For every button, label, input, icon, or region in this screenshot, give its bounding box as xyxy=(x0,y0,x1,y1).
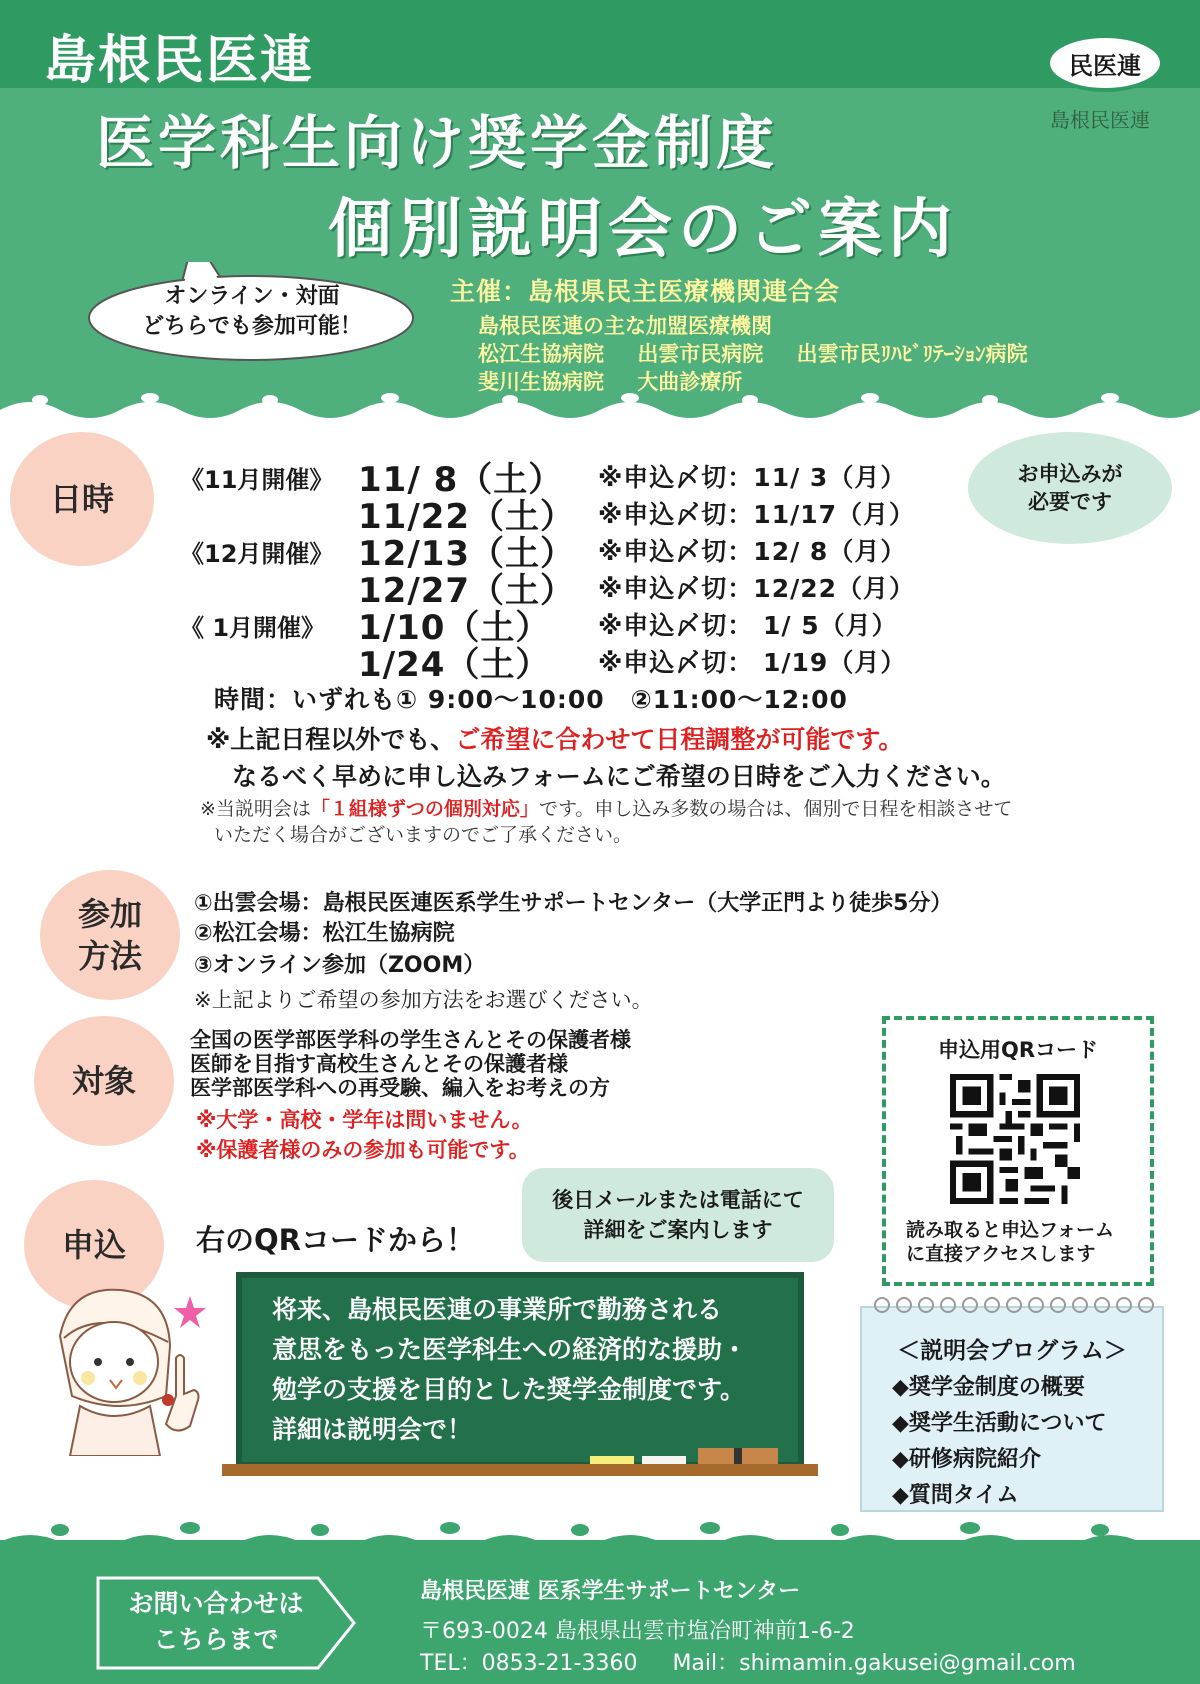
bubble-line1: オンライン・対面 xyxy=(164,284,340,309)
chalkboard-line: 詳細は説明会で！ xyxy=(272,1415,473,1444)
target-note: ※保護者様のみの参加も可能です。 xyxy=(196,1138,530,1162)
schedule-month: 《12月開催》 xyxy=(180,540,334,568)
section-label-schedule xyxy=(10,432,154,566)
email-address[interactable]: Mail：shimamin.gakusei@gmail.com xyxy=(672,1651,1076,1676)
program-item: ◆奨学生活動について xyxy=(892,1411,1107,1436)
schedule-deadline: ※申込〆切： 1/19（月） xyxy=(598,648,907,677)
apply-required-badge xyxy=(968,432,1172,544)
schedule-date: 12/13（土） xyxy=(358,534,576,574)
contact-label-line1: お問い合わせは xyxy=(128,1589,304,1618)
target-item: 全国の医学部医学科の学生さんとその保護者様 xyxy=(190,1028,631,1052)
schedule-date: 11/ 8（土） xyxy=(358,460,564,500)
main-title-line2: 個別説明会のご案内 xyxy=(328,193,958,267)
target-note: ※大学・高校・学年は問いません。 xyxy=(196,1108,533,1132)
contact-label-line2: こちらまで xyxy=(153,1625,279,1654)
section-label-text: 日時 xyxy=(49,480,114,518)
target-item: 医学部医学科への再受験、編入をお考えの方 xyxy=(190,1076,610,1100)
qr-caption xyxy=(906,1218,1146,1266)
method-item: ②松江会場：松江生協病院 xyxy=(194,921,455,946)
schedule-deadline: ※申込〆切： 1/ 5（月） xyxy=(598,611,898,640)
member-item: 出雲市民病院 xyxy=(637,342,764,366)
chalkboard-line: 将来、島根民医連の事業所で勤務される xyxy=(272,1295,723,1324)
section-label-target xyxy=(34,1016,174,1146)
follow-up-line1: 後日メールまたは電話にて xyxy=(552,1188,804,1212)
apply-required-line2: 必要です xyxy=(1028,490,1112,514)
support-center-name: 島根民医連 医系学生サポートセンター xyxy=(420,1579,801,1604)
apply-instruction: 右のQRコードから！ xyxy=(196,1223,475,1257)
note-rest: です。申し込み多数の場合は、個別で日程を相談させて xyxy=(538,798,1013,820)
method-item: ①出雲会場：島根民医連医系学生サポートセンター（大学正門より徒歩5分） xyxy=(194,891,953,916)
program-item: ◆奨学金制度の概要 xyxy=(892,1375,1085,1400)
logo-subtitle: 島根民医連 xyxy=(1050,108,1150,132)
main-title-line1: 医学科生向け奨学金制度 xyxy=(96,109,779,177)
qr-caption-line1: 読み取ると申込フォーム xyxy=(906,1219,1115,1241)
member-item: 出雲市民ﾘﾊﾋﾞﾘﾃｰｼｮﾝ病院 xyxy=(796,342,1028,366)
chalk-white-icon xyxy=(642,1456,686,1464)
follow-up-text xyxy=(552,1185,804,1245)
members-heading: 島根民医連の主な加盟医療機関 xyxy=(478,314,772,338)
session-time: 時間：いずれも① 9:00～10:00 ②11:00～12:00 xyxy=(214,685,848,714)
qr-caption-line2: に直接アクセスします xyxy=(906,1243,1096,1265)
note-highlight: 「１組様ずつの個別対応」 xyxy=(310,798,539,820)
schedule-date: 12/27（土） xyxy=(358,571,576,611)
schedule-date: 1/24（土） xyxy=(358,645,551,685)
follow-up-line2: 詳細をご案内します xyxy=(583,1218,773,1242)
chalkboard-ledge xyxy=(222,1464,818,1476)
org-title: 島根民医連 xyxy=(44,31,315,91)
method-note: ※上記よりご希望の参加方法をお選びください。 xyxy=(194,988,653,1012)
qr-title: 申込用QRコード xyxy=(937,1038,1099,1062)
address: 〒693-0024 島根県出雲市塩冶町神前1-6-2 xyxy=(420,1619,855,1644)
vine-decoration-top xyxy=(0,388,1200,428)
member-item: 斐川生協病院 xyxy=(478,370,604,394)
section-label-text: 対象 xyxy=(71,1062,136,1100)
adjust-highlight: ご希望に合わせて日程調整が可能です。 xyxy=(455,725,904,754)
schedule-date: 1/10（土） xyxy=(358,608,551,648)
chalk-yellow-icon xyxy=(590,1456,634,1464)
schedule-date: 11/22（土） xyxy=(358,497,576,537)
members-row1 xyxy=(478,338,1054,368)
speech-bubble-text xyxy=(96,282,408,342)
note-prefix: ※当説明会は xyxy=(200,798,311,820)
schedule-adjust-note xyxy=(206,720,903,756)
individual-note-line1 xyxy=(200,794,1012,821)
eraser-band xyxy=(734,1448,742,1464)
apply-required-text xyxy=(1018,460,1123,516)
contact-details xyxy=(420,1646,1104,1677)
contact-label xyxy=(104,1586,328,1658)
member-item: 大曲診療所 xyxy=(637,370,743,394)
schedule-month: 《 1月開催》 xyxy=(180,614,326,642)
program-item: ◆質問タイム xyxy=(892,1483,1019,1508)
individual-note-line2: いただく場合がございますのでご了承ください。 xyxy=(214,824,633,846)
logo-text: 民医連 xyxy=(1069,51,1141,80)
logo xyxy=(1046,34,1164,92)
phone-number[interactable]: TEL：0853-21-3360 xyxy=(420,1651,638,1676)
adjust-prefix: ※上記日程以外でも、 xyxy=(206,725,456,754)
apply-required-line1: お申込みが xyxy=(1017,462,1123,486)
method-label-line1: 参加 xyxy=(77,895,142,933)
schedule-deadline: ※申込〆切：11/17（月） xyxy=(598,500,916,529)
section-label-text: 申込 xyxy=(61,1226,126,1264)
bubble-line2: どちらでも参加可能！ xyxy=(142,314,362,339)
method-item: ③オンライン参加（ZOOM） xyxy=(194,953,486,978)
chalkboard-text xyxy=(272,1290,792,1450)
program-item: ◆研修病院紹介 xyxy=(892,1447,1041,1472)
member-item: 松江生協病院 xyxy=(478,342,604,366)
schedule-deadline: ※申込〆切：12/22（月） xyxy=(598,574,916,603)
program-title: ＜説明会プログラム＞ xyxy=(897,1338,1127,1364)
logo-cross-icon xyxy=(1052,12,1144,32)
chalkboard-line: 意思をもった医学科生への経済的な援助・ xyxy=(272,1335,748,1364)
schedule-month: 《11月開催》 xyxy=(180,466,334,494)
girl-illustration xyxy=(40,1276,220,1456)
schedule-deadline: ※申込〆切：12/ 8（月） xyxy=(598,537,907,566)
notebook-rings-icon xyxy=(872,1292,1162,1318)
target-item: 医師を目指す高校生さんとその保護者様 xyxy=(190,1052,568,1076)
follow-up-note xyxy=(522,1168,834,1262)
section-label-text xyxy=(78,893,142,977)
qr-code-icon[interactable] xyxy=(950,1074,1080,1204)
section-label-method xyxy=(40,870,180,1000)
schedule-deadline: ※申込〆切：11/ 3（月） xyxy=(598,463,907,492)
early-apply-note: なるべく早めに申し込みフォームにご希望の日時をご入力ください。 xyxy=(232,762,1006,791)
chalkboard-line: 勉学の支援を目的とした奨学金制度です。 xyxy=(272,1375,746,1404)
method-label-line2: 方法 xyxy=(77,937,142,975)
host-organization: 主催：島根県民主医療機関連合会 xyxy=(450,277,841,306)
